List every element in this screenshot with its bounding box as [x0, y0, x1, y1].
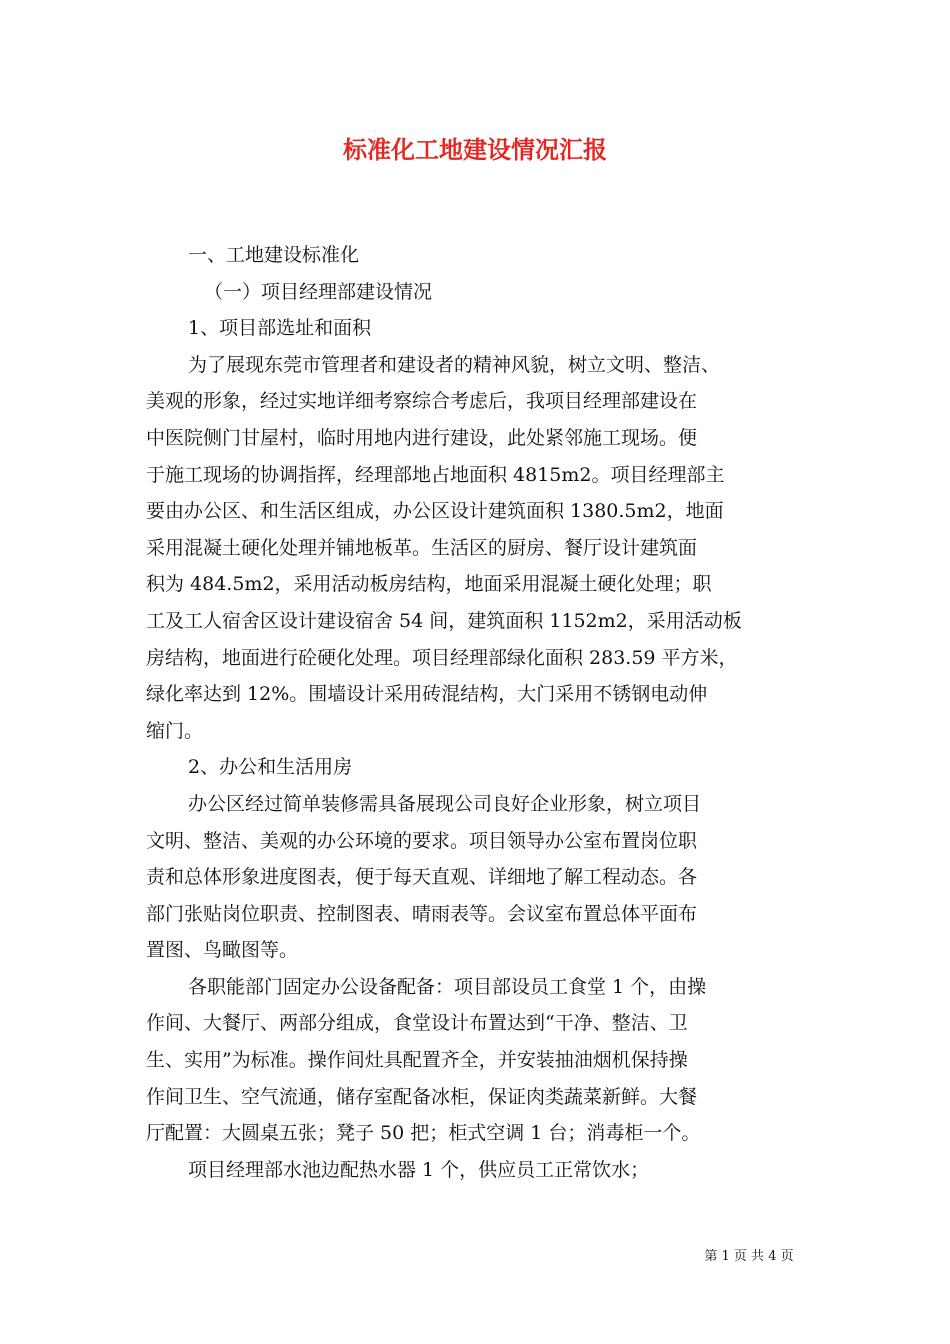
paragraph-line: 作间卫生、空气流通，储存室配备冰柜，保证肉类蔬菜新鲜。大餐: [146, 1085, 698, 1108]
paragraph-line: 厅配置：大圆桌五张；凳子 50 把；柜式空调 1 台；消毒柜一个。: [146, 1122, 701, 1145]
paragraph-line: 于施工现场的协调指挥，经理部地占地面积 4815m2。项目经理部主: [146, 463, 725, 486]
paragraph-line: 项目经理部水池边配热水器 1 个，供应员工正常饮水；: [188, 1158, 650, 1181]
paragraph-line: 采用混凝土硬化处理并铺地板革。生活区的厨房、餐厅设计建筑面: [146, 536, 698, 559]
paragraph-line: 缩门。: [146, 719, 204, 742]
paragraph-line: 作间、大餐厅、两部分组成，食堂设计布置达到“干净、整洁、卫: [146, 1012, 688, 1035]
page-title: 标准化工地建设情况汇报: [343, 135, 607, 164]
document-body: [146, 237, 810, 1188]
paragraph-line: 中医院侧门甘屋村，临时用地内进行建设，此处紧邻施工现场。便: [146, 426, 698, 449]
paragraph-line: 要由办公区、和生活区组成，办公区设计建筑面积 1380.5m2，地面: [146, 500, 724, 523]
paragraph-line: 工及工人宿舍区设计建设宿舍 54 间，建筑面积 1152m2，采用活动板: [146, 609, 742, 632]
paragraph-line: 办公区经过简单装修需具备展现公司良好企业形象，树立项目: [188, 792, 702, 815]
paragraph-line: 美观的形象，经过实地详细考察综合考虑后，我项目经理部建设在: [146, 390, 698, 413]
paragraph-line: 积为 484.5m2，采用活动板房结构，地面采用混凝土硬化处理；职: [146, 573, 712, 596]
paragraph-line: 文明、整洁、美观的办公环境的要求。项目领导办公室布置岗位职: [146, 829, 698, 852]
section-heading: 一、工地建设标准化: [188, 244, 360, 266]
paragraph-line: 部门张贴岗位职责、控制图表、晴雨表等。会议室布置总体平面布: [146, 902, 698, 925]
paragraph-line: 房结构，地面进行砼硬化处理。项目经理部绿化面积 283.59 平方米，: [146, 646, 738, 669]
paragraph-line: 生、实用”为标准。操作间灶具配置齐全，并安装抽油烟机保持操: [146, 1049, 688, 1072]
paragraph-line: 各职能部门固定办公设备配备：项目部设员工食堂 1 个，由操: [188, 975, 707, 998]
subsection-heading: （一）项目经理部建设情况: [204, 280, 433, 303]
paragraph-line: 责和总体形象进度图表，便于每天直观、详细地了解工程动态。各: [146, 866, 698, 889]
paragraph-line: 绿化率达到 12%。围墙设计采用砖混结构，大门采用不锈钢电动伸: [146, 683, 708, 706]
section-heading: 2、办公和生活用房: [188, 756, 353, 779]
section-heading: 1、项目部选址和面积: [188, 317, 372, 340]
paragraph-line: 为了展现东莞市管理者和建设者的精神风貌，树立文明、整洁、: [188, 353, 721, 376]
paragraph-line: 置图、鸟瞰图等。: [146, 939, 299, 962]
page-number: 第 1 页 共 4 页: [704, 1249, 794, 1264]
